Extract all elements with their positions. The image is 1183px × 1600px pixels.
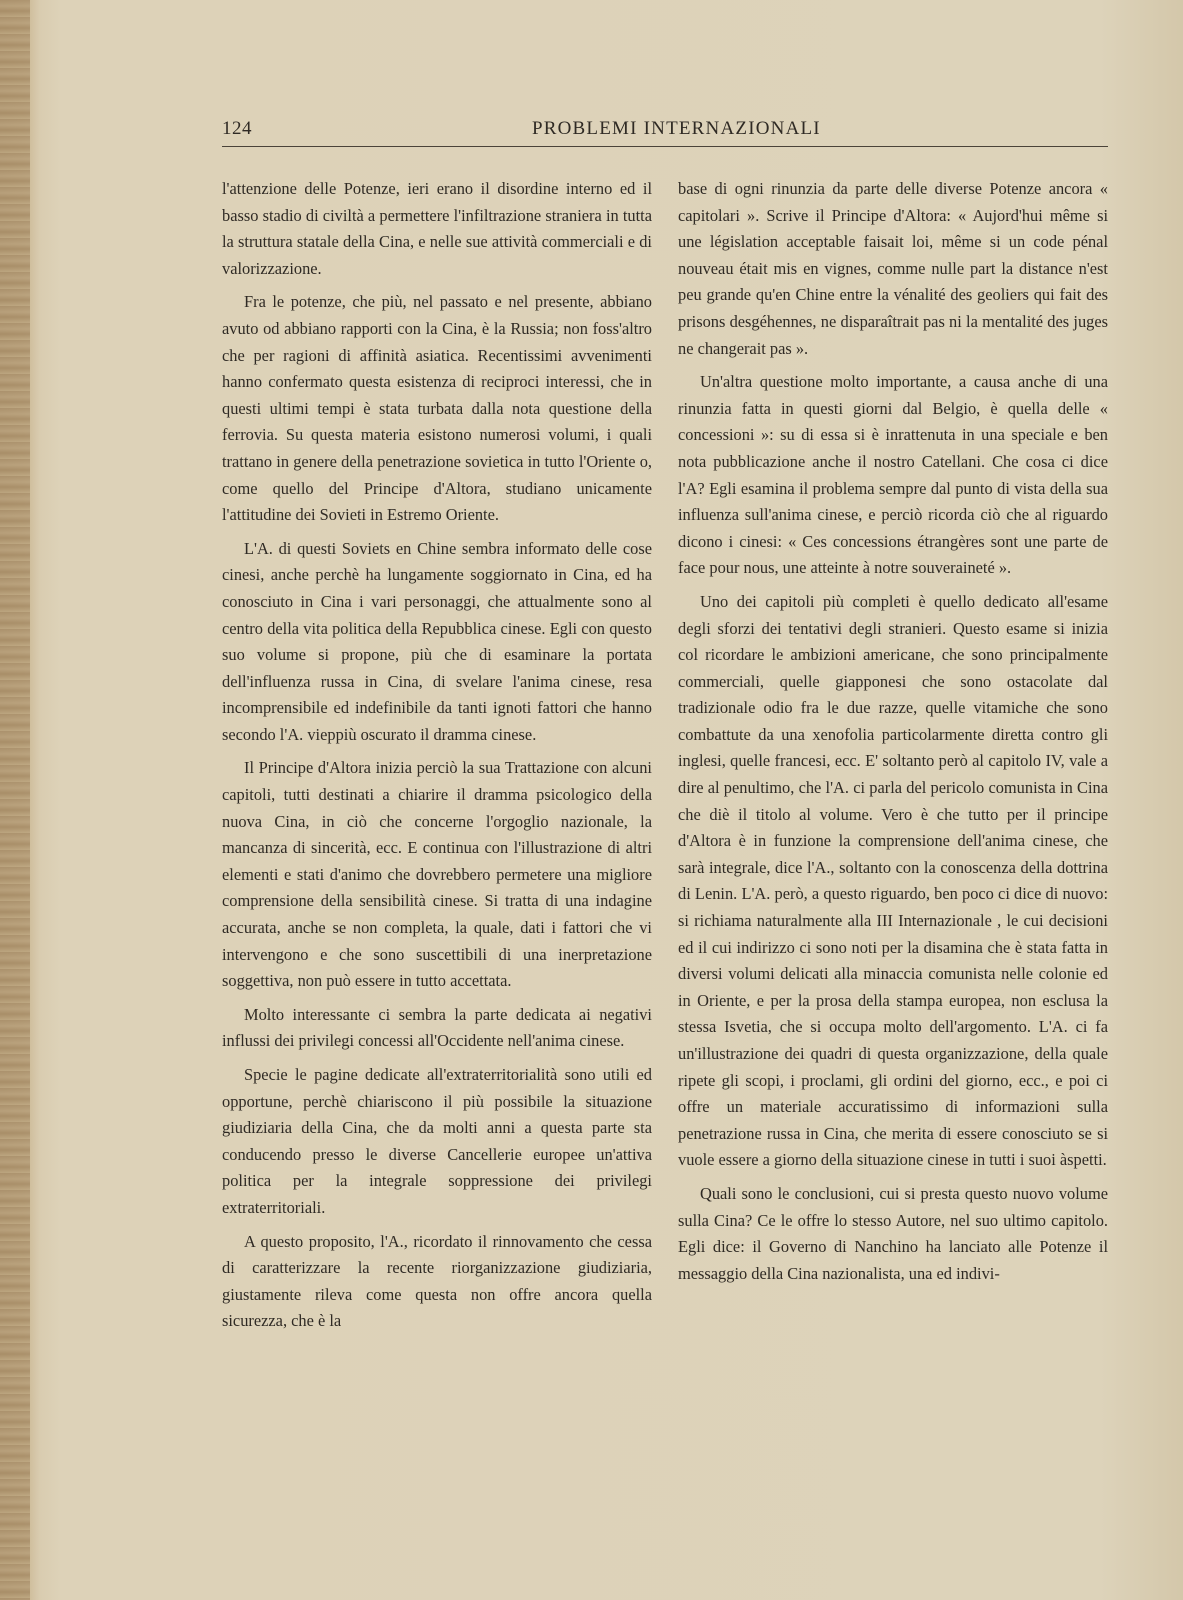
paragraph: Molto interessante ci sembra la parte dedicata ai negativi influssi dei privilegi concessi all'Occidente nell'anima cinese. bbox=[222, 1004, 652, 1051]
left-column bbox=[222, 176, 652, 1342]
paragraph: l'attenzione delle Potenze, ieri erano il disordine interno ed il basso stadio di civiltà a permettere l'infiltrazione straniera in tutta la struttura statale della Cina, e nelle sue attività commerciali e di valorizzazione. bbox=[222, 179, 652, 278]
paragraph: A questo proposito, l'A., ricordato il rinnovamento che cessa di caratterizzare la recente riorganizzazione giudiziaria, giustamente rileva come questa non offre ancora quella sicurezza, che è la bbox=[222, 1231, 652, 1331]
paragraph: Uno dei capitoli più completi è quello dedicato all'esame degli sforzi dei tentativi degli stranieri. Questo esame si inizia col ricordare le ambizioni americane, che sono principalmente commerciali, quelle giapponesi che sono ostacolate dal tradizionale odio fra le due razze, quelle vitamiche che sono combattute da una xenofolia particolarmente diretta contro gli inglesi, quelle francesi, ecc. E' soltanto però al capitolo IV, vale a dire al penultimo, che l'A. ci parla del pericolo comunista in Cina che diè il titolo al volume. Vero è che tutto per il principe d'Altora è in funzione la comprensione dell'anima cinese, che sarà integrale, dice l'A., soltanto con la conoscenza della dottrina di Lenin. L'A. però, a questo riguardo, ben poco ci dice di nuovo: si richiama naturalmente alla III Internazionale , le cui decisioni ed il cui indirizzo ci sono noti per la disamina che è stata fatta in diversi volumi delicati alla minaccia comunista nelle colonie ed in Oriente, e per la prosa della stampa europea, non esclusa la stessa Isvetia, che si occupa molto dell'argomento. L'A. ci fa un'illustrazione dei quadri di questa organizzazione, della quale ripete gli scopi, i proclami, gli ordini del giorno, ecc., e poi ci offre un materiale accuratissimo di informazioni sulla penetrazione russa in Cina, che merita di essere conosciuto se si vuole essere a giorno della situazione cinese in tutti i suoi àspetti. bbox=[678, 591, 1108, 1170]
paragraph: Un'altra questione molto importante, a causa anche di una rinunzia fatta in questi giorni dal Belgio, è quella delle « concessioni »: su di essa si è inrattenuta in una speciale e ben nota pubblicazione anche il nostro Catellani. Che cosa ci dice l'A? Egli esamina il problema sempre dal punto di vista della sua influenza sull'anima cinese, e perciò ricorda ciò che al riguardo dicono i cinesi: « Ces concessions étrangères sont une parte de face pour nous, une atteinte à notre souveraineté ». bbox=[678, 372, 1108, 578]
paragraph: Il Principe d'Altora inizia perciò la sua Trattazione con alcuni capitoli, tutti destinati a chiarire il dramma psicologico della nuova Cina, in ciò che concerne l'orgoglio nazionale, la mancanza di sincerità, ecc. E continua con l'illustrazione di altri elementi e stati d'animo che dovrebbero permetere una migliore comprensione della sensibilità cinese. Si tratta di una indagine accurata, anche se non completa, la quale, dati i fattori che vi intervengono e che sono suscettibili di una inerpretazione soggettiva, non può essere in tutto accettata. bbox=[222, 758, 652, 991]
paragraph: base di ogni rinunzia da parte delle diverse Potenze ancora « capitolari ». Scrive il Principe d'Altora: « Aujord'hui même si une législation acceptable faisait loi, même si un code pénal nouveau était mis en vignes, comme nulle part la distance n'est peu grande qu'en Chine entre la vénalité des geoliers qui fait des prisons desgéhennes, ne disparaîtrait pas ni la mentalité des juges ne changerait pas ». bbox=[678, 179, 1108, 358]
running-title: PROBLEMI INTERNAZIONALI bbox=[532, 118, 821, 139]
right-column bbox=[678, 176, 1108, 1294]
page-binding-edge bbox=[0, 0, 30, 1600]
paragraph: L'A. di questi Soviets en Chine sembra informato delle cose cinesi, anche perchè ha lungamente soggiornato in Cina, ed ha conosciuto in Cina i vari personaggi, che attualmente sono al centro della vita politica della Repubblica cinese. Egli con questo suo volume si propone, più che di esaminare la portata dell'influenza russa in Cina, di svelare l'anima cinese, resa incomprensibile ed indefinibile da tanti ignoti fattori che hanno secondo l'A. vieppiù oscurato il dramma cinese. bbox=[222, 538, 652, 744]
page-header bbox=[222, 118, 1108, 147]
paragraph: Quali sono le conclusioni, cui si presta questo nuovo volume sulla Cina? Ce le offre lo stesso Autore, nel suo ultimo capitolo. Egli dice: il Governo di Nanchino ha lanciato alle Potenze il messaggio della Cina nazionalista, una ed indivi- bbox=[678, 1183, 1108, 1283]
paragraph: Fra le potenze, che più, nel passato e nel presente, abbiano avuto od abbiano rapporti con la Cina, è la Russia; non foss'altro che per ragioni di affinità asiatica. Recentissimi avvenimenti hanno confermato questa esistenza di reciproci interessi, che in questi ultimi tempi è stata turbata dalla nota questione della ferrovia. Su questa materia esistono numerosi volumi, i quali trattano in genere della penetrazione sovietica in tutto l'Oriente o, come quello del Principe d'Altora, studiano unicamente l'attitudine dei Sovieti in Estremo Oriente. bbox=[222, 292, 652, 525]
paragraph: Specie le pagine dedicate all'extraterritorialità sono utili ed opportune, perchè chiariscono il più possibile la situazione giudiziaria della Cina, che da molti anni a questa parte sta conducendo presso le diverse Cancellerie europee un'attiva politica per la integrale soppressione dei privilegi extraterritoriali. bbox=[222, 1065, 652, 1217]
page-number: 124 bbox=[222, 118, 252, 139]
